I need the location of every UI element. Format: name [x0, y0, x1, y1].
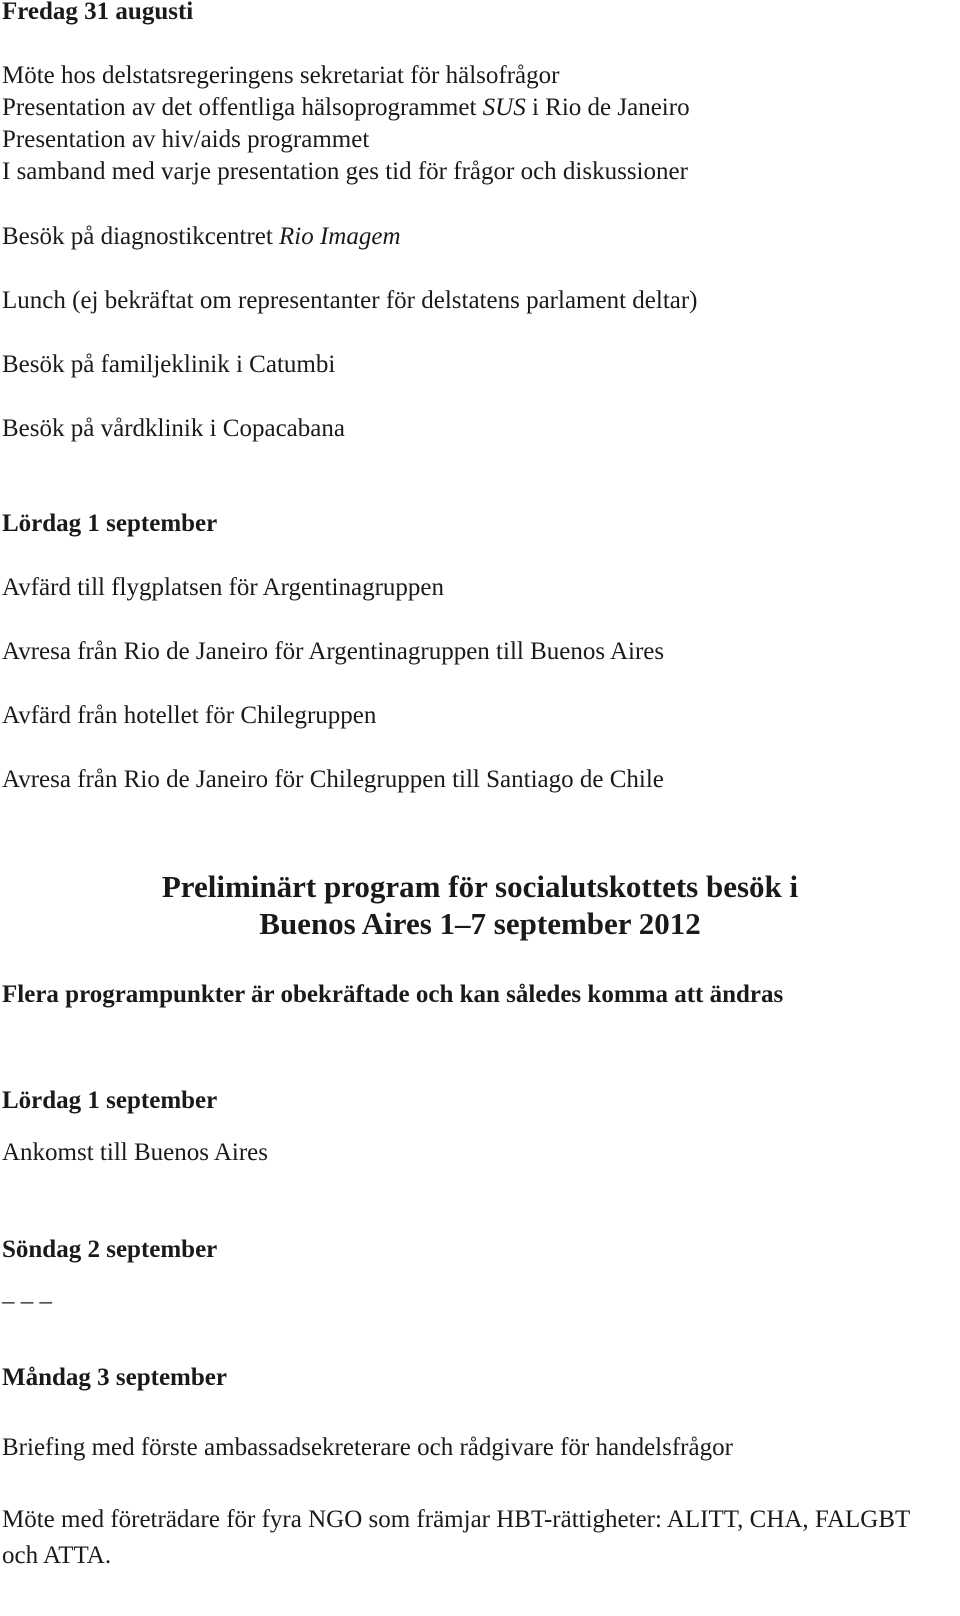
- agenda-item: Möte hos delstatsregeringens sekretariat för hälsofrågor: [2, 62, 560, 89]
- agenda-item: Lunch (ej bekräftat om representanter för delstatens parlament deltar): [2, 287, 698, 314]
- agenda-item: Avfärd till flygplatsen för Argentinagruppen: [2, 574, 445, 601]
- day-heading-saturday: Lördag 1 september: [2, 510, 218, 537]
- agenda-item: Möte med företrädare för fyra NGO som främjar HBT-rättigheter: ALITT, CHA, FALGBT och ATTA.: [2, 1506, 910, 1569]
- program-title-line-1: Preliminärt program för socialutskottets besök i: [161, 869, 799, 904]
- agenda-item: I samband med varje presentation ges tid för frågor och diskussioner: [2, 158, 688, 185]
- program-note: Flera programpunkter är obekräftade och kan således komma att ändras: [2, 981, 784, 1008]
- agenda-item: Avresa från Rio de Janeiro för Chilegruppen till Santiago de Chile: [2, 766, 664, 793]
- center-name: Rio Imagem: [279, 223, 401, 250]
- agenda-item: [2, 92, 690, 124]
- agenda-item: Besök på familjeklinik i Catumbi: [2, 351, 336, 378]
- agenda-item: Briefing med förste ambassadsekreterare och rådgivare för handelsfrågor: [2, 1434, 733, 1461]
- agenda-item: Avfärd från hotellet för Chilegruppen: [2, 702, 377, 729]
- day-heading-monday: Måndag 3 september: [2, 1364, 227, 1391]
- agenda-item: Presentation av hiv/aids programmet: [2, 126, 370, 153]
- agenda-item-text: Presentation av det offentliga hälsoprogrammet: [2, 94, 483, 121]
- day-heading-friday: Fredag 31 augusti: [2, 0, 194, 25]
- agenda-item: Avresa från Rio de Janeiro för Argentinagruppen till Buenos Aires: [2, 638, 665, 665]
- agenda-item-placeholder: – – –: [2, 1288, 52, 1315]
- program-title-line-2: Buenos Aires 1–7 september 2012: [259, 906, 701, 941]
- program-name: SUS: [482, 94, 526, 121]
- day-heading-saturday-buenos-aires: Lördag 1 september: [2, 1087, 218, 1114]
- day-heading-sunday: Söndag 2 september: [2, 1236, 218, 1263]
- agenda-item: [2, 221, 401, 253]
- agenda-item-text: i Rio de Janeiro: [525, 94, 690, 121]
- agenda-item: Ankomst till Buenos Aires: [2, 1139, 268, 1166]
- agenda-item-text: Besök på diagnostikcentret: [2, 223, 280, 250]
- agenda-item: Besök på vårdklinik i Copacabana: [2, 415, 345, 442]
